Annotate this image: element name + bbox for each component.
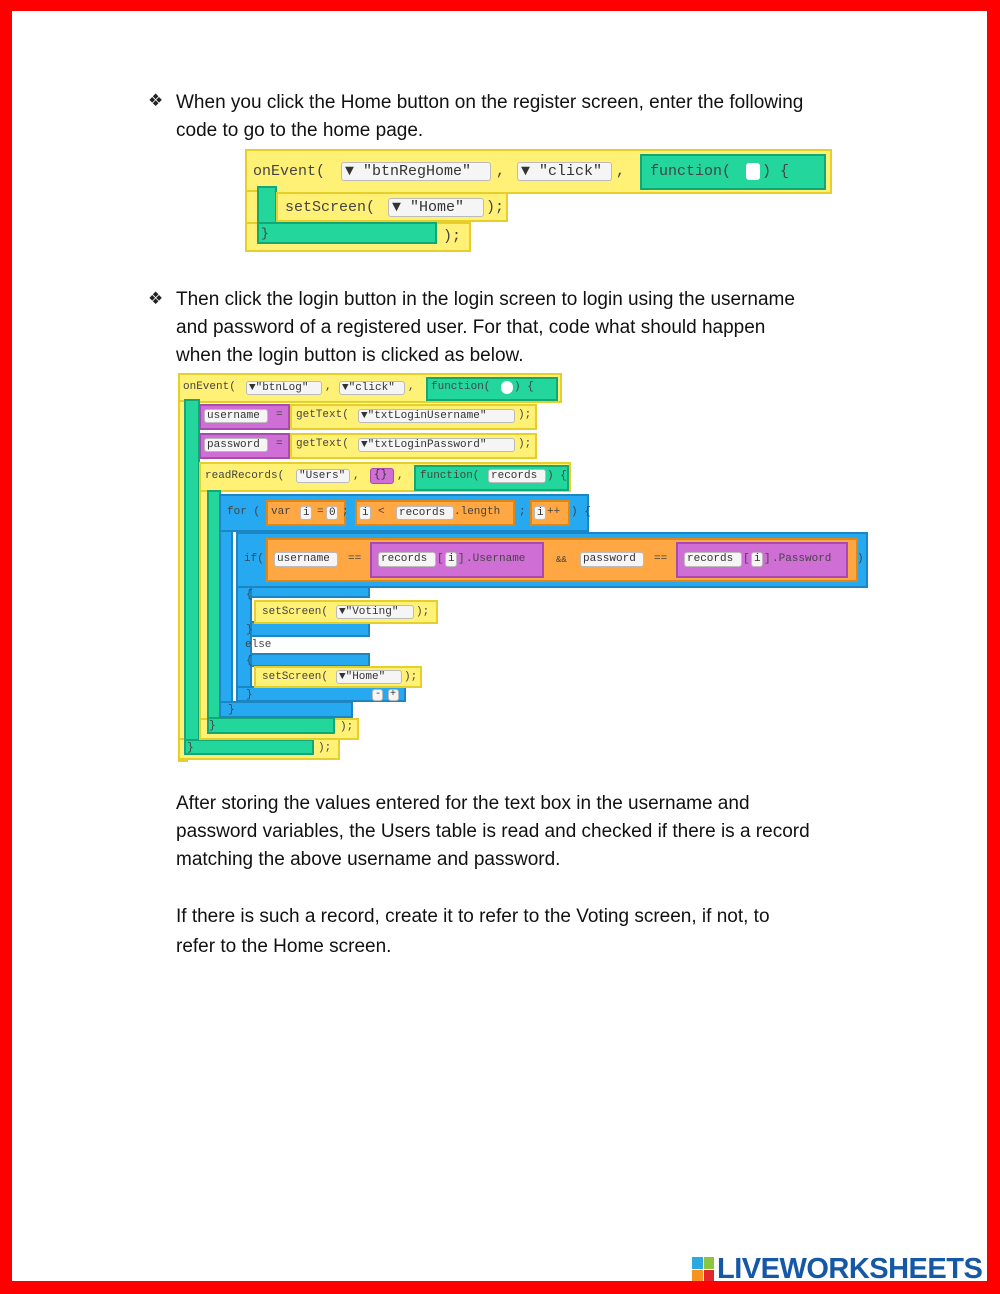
open-brace-1: { <box>246 589 253 601</box>
close-read: } <box>209 720 216 732</box>
bracket-open-2: [ <box>743 553 750 565</box>
field-dropdown-password[interactable] <box>358 438 515 452</box>
for-loop-end <box>219 701 353 718</box>
event-value: "click" <box>539 163 603 180</box>
logo-mark-icon <box>692 1257 714 1281</box>
dropdown-triangle-icon: ▼ <box>345 163 355 180</box>
init-value[interactable]: 0 <box>326 506 338 520</box>
setscreen-end-2: ); <box>404 671 418 683</box>
index-2[interactable]: i <box>751 552 763 567</box>
equals-1: == <box>348 553 362 565</box>
event-dropdown[interactable] <box>517 162 612 181</box>
target-value: "btnRegHome" <box>363 163 472 180</box>
setscreen-label-1: setScreen( <box>262 606 329 618</box>
semicolon-2: ; <box>519 506 526 518</box>
screen-home-value: "Home" <box>345 671 386 683</box>
comma-2: , <box>616 163 626 180</box>
close-event: } <box>187 742 194 754</box>
cmp-username[interactable]: username <box>274 552 338 567</box>
instruction-1 <box>176 89 803 145</box>
dropdown-triangle-icon: ▼ <box>521 163 531 180</box>
explanation-1-line-3: matching the above username and password. <box>176 849 561 870</box>
length-prop: .length <box>454 506 501 518</box>
diamond-bullet-icon: ❖ <box>148 289 164 308</box>
event-value: "click" <box>348 382 395 394</box>
bracket-close-2: ] <box>764 553 771 565</box>
close-brace-1: } <box>246 624 253 636</box>
if-then-slot-top <box>250 586 370 598</box>
for-end: ) { <box>571 506 591 518</box>
remove-else-button[interactable]: - <box>372 689 383 701</box>
if-label: if( <box>244 553 264 565</box>
gettext-label-1: getText( <box>296 409 349 421</box>
else-slot-top <box>250 653 370 667</box>
target-dropdown[interactable] <box>246 381 322 395</box>
function-end: ) { <box>514 381 534 393</box>
cond-var[interactable]: i <box>359 506 371 520</box>
setscreen-label-2: setScreen( <box>262 671 329 683</box>
explanation-1-line-1: After storing the values entered for the text box in the username and <box>176 793 750 814</box>
function-block-side <box>184 399 200 746</box>
dropdown-triangle-icon: ▼ <box>361 439 368 451</box>
index-1[interactable]: i <box>445 552 457 567</box>
target-value: "btnLog" <box>255 382 309 394</box>
comma-1: , <box>325 381 332 393</box>
target-dropdown[interactable] <box>341 162 491 181</box>
function-end-2: ) { <box>547 470 567 482</box>
equals-2: == <box>654 553 668 565</box>
close-brace: } <box>261 226 269 241</box>
prop-password: .Password <box>772 553 832 565</box>
loop-var[interactable]: i <box>300 506 312 520</box>
setscreen-end: ); <box>486 199 505 216</box>
for-label: for ( <box>227 506 261 518</box>
diamond-bullet-icon: ❖ <box>148 91 164 110</box>
function-label: function( <box>431 381 491 393</box>
field-password-value: "txtLoginPassword" <box>367 439 487 451</box>
inc-var[interactable]: i <box>534 506 546 520</box>
assign-1: = <box>276 409 283 421</box>
init-assign: = <box>317 506 324 518</box>
close-for: } <box>228 704 235 716</box>
add-else-button[interactable]: + <box>388 689 399 701</box>
explanation-1-line-2: password variables, the Users table is read and checked if there is a record <box>176 821 810 842</box>
username-var[interactable]: username <box>204 409 268 423</box>
dropdown-triangle-icon: ▼ <box>361 410 368 422</box>
open-brace-2: { <box>246 655 253 667</box>
dropdown-triangle-icon: ▼ <box>392 199 402 216</box>
instruction-2-line-1: Then click the login button in the login screen to login using the username <box>176 289 795 310</box>
function-block-end <box>184 739 314 755</box>
if-end: ) <box>857 553 864 565</box>
inc-op: ++ <box>547 506 561 518</box>
cmp-password[interactable]: password <box>580 552 644 567</box>
instruction-2-line-2: and password of a registered user. For that, code what should happen <box>176 317 766 338</box>
screen-voting-value: "Voting" <box>345 606 399 618</box>
bracket-close-1: ] <box>458 553 465 565</box>
else-keyword: else <box>245 639 272 651</box>
readrecords-label: readRecords( <box>205 470 285 482</box>
bracket-open-1: [ <box>437 553 444 565</box>
records-function-end <box>207 717 335 734</box>
empty-object[interactable]: {} <box>370 468 394 484</box>
records-ref-2[interactable]: records <box>684 552 742 567</box>
explanation-1 <box>176 790 810 874</box>
records-ref-1[interactable]: records <box>378 552 436 567</box>
liveworksheets-logo <box>692 1254 982 1284</box>
event-dropdown[interactable] <box>339 381 405 395</box>
screen-dropdown-home[interactable] <box>336 670 402 684</box>
and-operator: && <box>556 555 567 565</box>
gettext-end-2: ); <box>518 438 532 450</box>
explanation-2 <box>176 902 770 962</box>
comma-2: , <box>408 381 415 393</box>
onevent-end: ); <box>443 228 462 245</box>
function-label: function( <box>650 163 732 180</box>
gettext-end-1: ); <box>518 409 532 421</box>
event-end: ); <box>318 742 332 754</box>
less-than: < <box>378 506 385 518</box>
comma-3: , <box>353 470 360 482</box>
setscreen-label: setScreen( <box>285 199 376 216</box>
instruction-2-line-3: when the login button is clicked as below. <box>176 345 524 366</box>
function-param-slot[interactable] <box>746 163 760 180</box>
dropdown-triangle-icon: ▼ <box>339 671 346 683</box>
close-brace-2: } <box>246 689 253 701</box>
password-var[interactable]: password <box>204 438 268 452</box>
instruction-2 <box>176 286 795 370</box>
dropdown-triangle-icon: ▼ <box>339 606 346 618</box>
table-name[interactable]: "Users" <box>296 469 350 483</box>
instruction-1-line-1: When you click the Home button on the register screen, enter the following <box>176 92 804 113</box>
screen-dropdown[interactable] <box>388 198 484 217</box>
for-loop-side <box>219 530 233 718</box>
dropdown-triangle-icon: ▼ <box>342 382 349 394</box>
logo-text: LIVEWORKSHEETS <box>717 1252 983 1285</box>
function-label-2: function( <box>420 470 480 482</box>
dropdown-triangle-icon: ▼ <box>249 382 256 394</box>
setscreen-end-1: ); <box>416 606 430 618</box>
field-dropdown-username[interactable] <box>358 409 515 423</box>
records-ref[interactable]: records <box>396 506 454 520</box>
comma-1: , <box>496 163 506 180</box>
screen-dropdown-voting[interactable] <box>336 605 414 619</box>
param-records[interactable]: records <box>488 469 546 483</box>
instruction-1-line-2: code to go to the home page. <box>176 120 424 141</box>
read-end: ); <box>340 721 354 733</box>
assign-2: = <box>276 438 283 450</box>
function-end: ) { <box>762 163 790 180</box>
function-block-end <box>257 222 437 244</box>
onevent-label: onEvent( <box>183 381 236 393</box>
field-username-value: "txtLoginUsername" <box>367 410 487 422</box>
function-param-slot[interactable] <box>501 381 513 394</box>
explanation-2-line-2: refer to the Home screen. <box>176 936 392 957</box>
comma-4: , <box>397 470 404 482</box>
gettext-label-2: getText( <box>296 438 349 450</box>
semicolon-1: ; <box>342 506 349 518</box>
explanation-2-line-1: If there is such a record, create it to refer to the Voting screen, if not, to <box>176 906 770 927</box>
screen-value: "Home" <box>410 199 465 216</box>
prop-username: .Username <box>466 553 526 565</box>
onevent-label: onEvent( <box>253 163 326 180</box>
var-keyword: var <box>271 506 291 518</box>
